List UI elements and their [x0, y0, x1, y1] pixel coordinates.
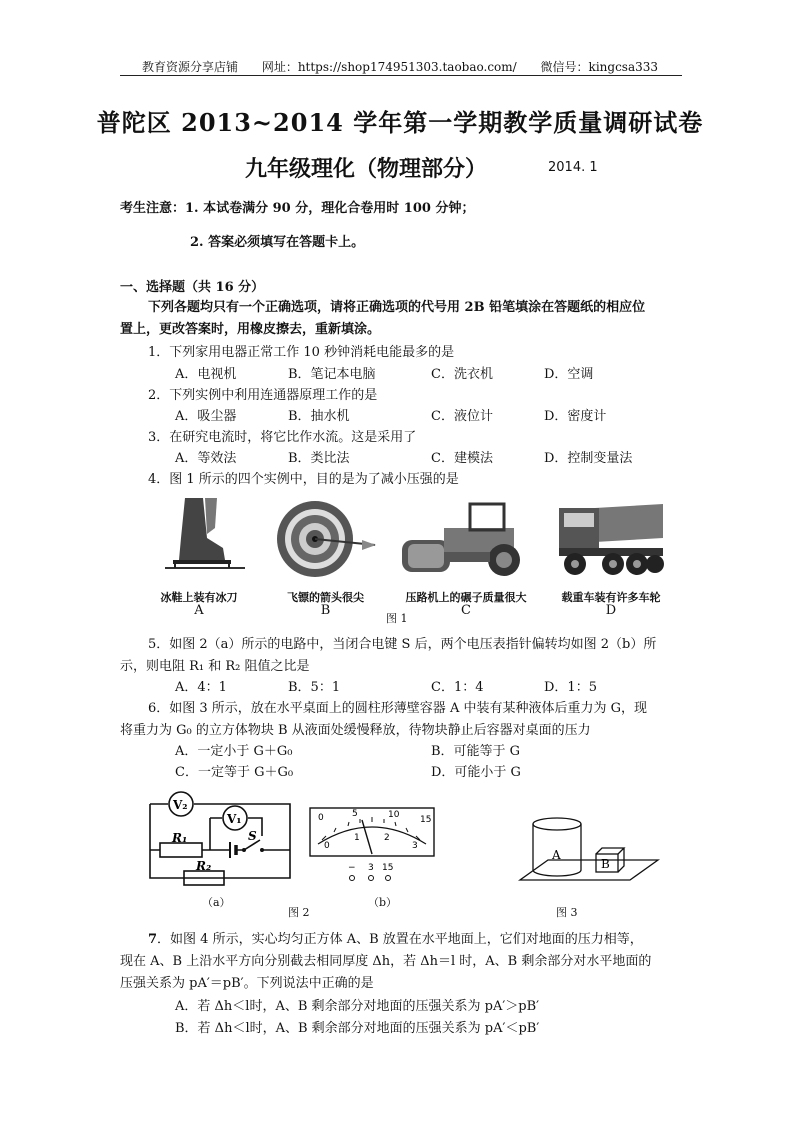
q5-line-1: 5．如图 2（a）所示的电路中，当闭合电键 S 后，两个电压表指针偏转均如图 2（b）所 [148, 637, 657, 652]
fig1-letter-a: A [194, 603, 204, 618]
fig1-caption-a: 冰鞋上装有冰刀 [160, 591, 238, 604]
dartboard-photo [270, 498, 380, 580]
terminal-negative: − [348, 863, 356, 873]
q7-line-1-text: ．如图 4 所示，实心均匀正方体 A、B 放置在水平地面上，它们对地面的压力相等， [157, 932, 643, 947]
fig1-letter-d: D [605, 603, 617, 618]
heavy-truck-photo [555, 498, 667, 580]
q2-option-b: B．抽水机 [288, 409, 350, 424]
voltmeter-dial [308, 806, 438, 884]
q2-option-c: C．液位计 [431, 409, 493, 424]
switch-label: S [248, 829, 257, 843]
fig1-caption-c: 压路机上的碾子质量很大 [405, 591, 527, 604]
container-a-label: A [552, 848, 561, 862]
q1-option-d: D．空调 [544, 367, 594, 382]
q6-line-1: 6．如图 3 所示，放在水平桌面上的圆柱形薄壁容器 A 中装有某种液体后重力为 G，现 [148, 701, 647, 716]
q5-option-b: B．5：1 [288, 680, 341, 695]
q3-stem: 3．在研究电流时，将它比作水流。这是采用了 [148, 430, 417, 445]
scale-top-0: 0 [318, 813, 324, 823]
scale-bottom-0: 0 [324, 841, 330, 851]
q5-option-d: D．1：5 [544, 680, 597, 695]
q6-option-d: D．可能小于 G [431, 765, 521, 780]
fig1-caption-d: 载重车装有许多车轮 [561, 591, 661, 604]
q3-option-d: D．控制变量法 [544, 451, 633, 466]
q7-line-1: 7．如图 4 所示，实心均匀正方体 A、B 放置在水平地面上，它们对地面的压力相等， [148, 932, 643, 947]
scale-top-10: 10 [388, 810, 400, 820]
notice-line-1 [120, 198, 474, 220]
q7-option-b: B．若 Δh＜l时，A、B 剩余部分对地面的压强关系为 pA′＜pB′ [175, 1021, 540, 1036]
section-instruction-1: 下列各题均只有一个正确选项，请将正确选项的代号用 2B 铅笔填涂在答题纸的相应位 [148, 300, 646, 315]
terminal-15: 15 [382, 863, 394, 873]
notice-item-2: 2. 答案必须填写在答题卡上。 [190, 235, 365, 250]
fig2a-sublabel: （a） [202, 896, 231, 909]
ice-skate-photo [145, 498, 253, 580]
q3-option-b: B．类比法 [288, 451, 350, 466]
q5-option-a: A．4：1 [175, 680, 227, 695]
q2-stem: 2．下列实例中利用连通器原理工作的是 [148, 388, 378, 403]
notice-label: 考生注意： [120, 201, 186, 216]
q2-option-a: A．吸尘器 [175, 409, 237, 424]
terminal-3: 3 [368, 863, 374, 873]
road-roller-photo [400, 498, 532, 580]
scale-bottom-2: 2 [384, 833, 390, 843]
fig2b-sublabel: （b） [368, 896, 398, 909]
scale-top-5: 5 [352, 809, 358, 819]
fig2-label: 图 2 [288, 906, 310, 919]
section-heading: 一、选择题（共 16 分） [120, 280, 265, 295]
q6-line-2: 将重力为 G₀ 的立方体物块 B 从液面处缓慢释放，待物块静止后容器对桌面的压力 [120, 723, 591, 738]
header-rule [120, 75, 682, 76]
cube-b-label: B [601, 857, 610, 871]
exam-date: 2014. 1 [548, 160, 598, 175]
q7-line-3: 压强关系为 pA′＝pB′。下列说法中正确的是 [120, 976, 374, 991]
fig1-letter-b: B [320, 603, 331, 618]
q1-option-c: C．洗衣机 [431, 367, 493, 382]
q7-line-2: 现在 A、B 上沿水平方向分别截去相同厚度 Δh，若 Δh＝l 时，A、B 剩余部分对水平地面的 [120, 954, 652, 969]
q3-option-a: A．等效法 [175, 451, 237, 466]
q2-option-d: D．密度计 [544, 409, 607, 424]
q6-option-b: B．可能等于 G [431, 744, 521, 759]
r1-label: R₁ [172, 831, 188, 845]
q6-option-a: A．一定小于 G＋G₀ [175, 744, 293, 759]
container-diagram [500, 810, 660, 890]
q5-option-c: C．1：4 [431, 680, 484, 695]
r2-label: R₂ [196, 859, 212, 873]
scale-top-15: 15 [420, 815, 432, 825]
scale-bottom-1: 1 [354, 833, 360, 843]
fig3-label: 图 3 [556, 906, 578, 919]
shop-url: 网址：https://shop174951303.taobao.com/ [261, 60, 517, 74]
v2-label: V₂ [173, 798, 188, 812]
shop-name: 教育资源分享店铺 [141, 60, 238, 74]
notice-item-1: 1. 本试卷满分 90 分，理化合卷用时 100 分钟； [185, 201, 475, 216]
q1-stem: 1．下列家用电器正常工作 10 秒钟消耗电能最多的是 [148, 345, 455, 360]
q7-option-a: A．若 Δh＜l时，A、B 剩余部分对地面的压强关系为 pA′＞pB′ [175, 999, 540, 1014]
q1-option-a: A．电视机 [175, 367, 237, 382]
fig1-label: 图 1 [386, 612, 408, 625]
fig1-caption-b: 飞镖的箭头很尖 [287, 591, 364, 604]
q3-option-c: C．建模法 [431, 451, 493, 466]
scale-bottom-3: 3 [412, 841, 418, 851]
exam-title: 普陀区 2013~2014 学年第一学期教学质量调研试卷 [96, 108, 704, 137]
q1-option-b: B．笔记本电脑 [288, 367, 376, 382]
q4-stem: 4．图 1 所示的四个实例中，目的是为了减小压强的是 [148, 472, 459, 487]
fig1-letter-c: C [461, 603, 471, 618]
section-instruction-2: 置上，更改答案时，用橡皮擦去，重新填涂。 [120, 322, 381, 337]
circuit-diagram [140, 790, 300, 890]
q6-option-c: C．一定等于 G＋G₀ [175, 765, 294, 780]
v1-label: V₁ [227, 812, 242, 826]
q5-line-2: 示，则电阻 R₁ 和 R₂ 阻值之比是 [120, 659, 310, 674]
wechat-id: 微信号：kingcsa333 [540, 60, 659, 74]
page-header [0, 58, 800, 75]
exam-subtitle: 九年级理化（物理部分） [245, 156, 488, 182]
